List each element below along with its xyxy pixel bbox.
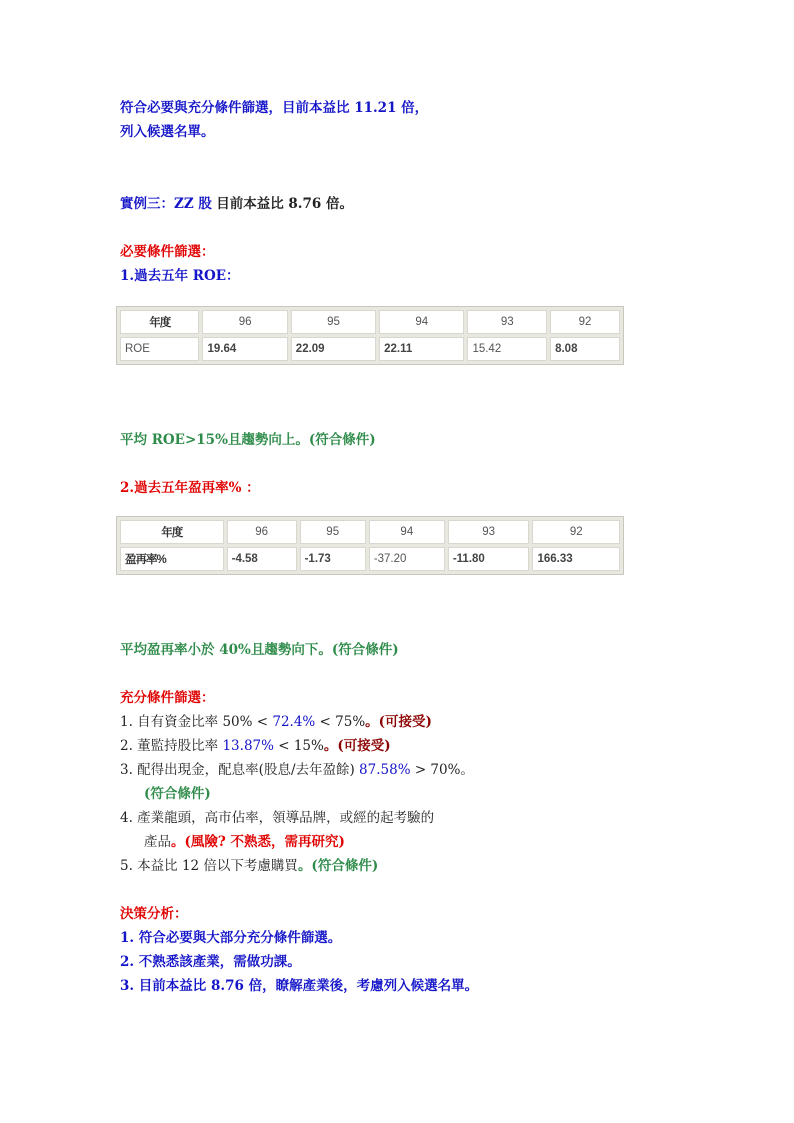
sufficient-item-5 xyxy=(120,854,474,878)
table-row-label: 盈再率% xyxy=(120,547,224,571)
intro-line-1: 符合必要與充分條件篩選，目前本益比 11.21 倍， xyxy=(120,100,429,116)
item-text: 5. 本益比 12 倍以下考慮購買 xyxy=(120,858,298,874)
roe-heading: 1.過去五年 ROE： xyxy=(120,268,240,284)
table-row xyxy=(120,310,620,334)
item-text: 1. 自有資金比率 50% < xyxy=(120,714,273,730)
table-cell: 19.64 xyxy=(202,337,287,361)
sufficient-item-4-cont xyxy=(120,830,474,854)
table-header-year: 92 xyxy=(550,310,620,334)
intro-line-2: 列入候選名單。 xyxy=(120,124,215,140)
table-header-year: 93 xyxy=(467,310,547,334)
reinvest-heading: 2.過去五年盈再率% ： xyxy=(120,480,260,496)
decision-item: 1. 符合必要與大部分充分條件篩選。 xyxy=(120,930,342,946)
table-header-year: 94 xyxy=(379,310,464,334)
table-header-label: 年度 xyxy=(120,520,224,544)
item-note: 。(可接受) xyxy=(323,738,391,754)
roe-table xyxy=(116,306,624,365)
table-cell: 166.33 xyxy=(532,547,620,571)
example-title: 實例三：ZZ 股 xyxy=(120,196,212,212)
item-text: 2. 董監持股比率 xyxy=(120,738,223,754)
table-header-year: 93 xyxy=(448,520,530,544)
table-header-year: 95 xyxy=(291,310,376,334)
sufficient-item-2 xyxy=(120,734,474,758)
table-row xyxy=(120,547,620,571)
table-header-year: 96 xyxy=(202,310,287,334)
table-row xyxy=(120,520,620,544)
item-text: 3. 配得出現金，配息率(股息/去年盈餘) xyxy=(120,762,360,778)
table-header-year: 92 xyxy=(532,520,620,544)
item-note: 。(可接受) xyxy=(365,714,432,730)
example-title-line xyxy=(120,192,353,216)
decision-item: 3. 目前本益比 8.76 倍，瞭解產業後，考慮列入候選名單。 xyxy=(120,978,479,994)
item-value: 13.87% xyxy=(222,738,274,754)
item-text: > 70%。 xyxy=(410,762,474,778)
intro-block xyxy=(120,96,428,144)
table-cell: -11.80 xyxy=(448,547,530,571)
roe-conclusion: 平均 ROE>15%且趨勢向上。(符合條件) xyxy=(120,432,376,448)
sufficient-block xyxy=(120,686,474,878)
table-cell: -4.58 xyxy=(227,547,297,571)
table-cell: 15.42 xyxy=(467,337,547,361)
table-header-label: 年度 xyxy=(120,310,199,334)
table-cell: -37.20 xyxy=(369,547,445,571)
example-pe: 目前本益比 8.76 倍。 xyxy=(216,196,353,212)
table-cell: 8.08 xyxy=(550,337,620,361)
sufficient-item-1 xyxy=(120,710,474,734)
sufficient-heading: 充分條件篩選： xyxy=(120,690,215,706)
decision-heading: 決策分析： xyxy=(120,906,188,922)
decision-block xyxy=(120,902,478,998)
item-value: 72.4% xyxy=(272,714,316,730)
table-cell: 22.11 xyxy=(379,337,464,361)
table-row-label: ROE xyxy=(120,337,199,361)
necessary-heading-block xyxy=(120,240,240,288)
item-note: 。(風險? 不熟悉，需再研究) xyxy=(171,834,345,850)
item-text: < 15% xyxy=(273,738,324,754)
table-cell: 22.09 xyxy=(291,337,376,361)
item-note: 。(符合條件) xyxy=(297,858,379,874)
sufficient-item-3 xyxy=(120,758,474,782)
table-header-year: 96 xyxy=(227,520,297,544)
table-header-year: 94 xyxy=(369,520,445,544)
item-text: < 75% xyxy=(315,714,366,730)
sufficient-item-4: 4. 產業龍頭，高市佔率，領導品牌，或經的起考驗的 xyxy=(120,810,435,826)
reinvest-table xyxy=(116,516,624,575)
table-header-year: 95 xyxy=(300,520,366,544)
reinvest-conclusion: 平均盈再率小於 40%且趨勢向下。(符合條件) xyxy=(120,642,399,658)
item-text: 產品 xyxy=(144,834,171,850)
sufficient-item-3-note: (符合條件) xyxy=(144,786,211,802)
decision-item: 2. 不熟悉該產業，需做功課。 xyxy=(120,954,301,970)
item-value: 87.58% xyxy=(359,762,411,778)
necessary-heading: 必要條件篩選： xyxy=(120,244,215,260)
table-row xyxy=(120,337,620,361)
table-cell: -1.73 xyxy=(300,547,366,571)
